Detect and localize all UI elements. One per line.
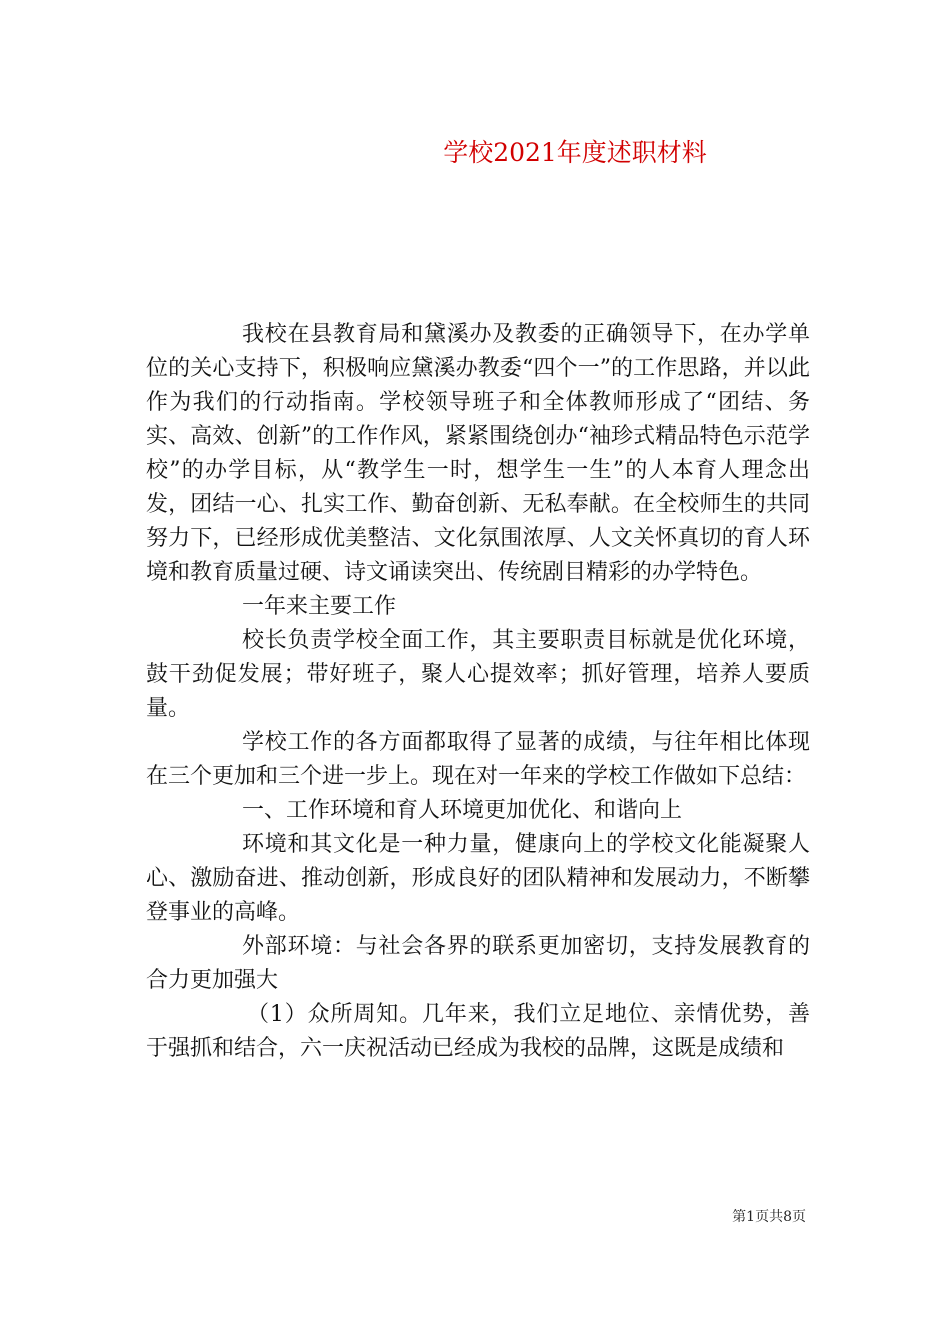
paragraph-principal-duties: 校长负责学校全面工作，其主要职责目标就是优化环境，鼓干劲促发展；带好班子，聚人心提效率；抓好管理，培养人要质量。 (146, 628, 810, 721)
section-heading-environment: 一、工作环境和育人环境更加优化、和谐向上 (242, 798, 683, 823)
paragraph-intro: 我校在县教育局和黛溪办及教委的正确领导下，在办学单位的关心支持下，积极响应黛溪办教委“四个一”的工作思路，并以此作为我们的行动指南。学校领导班子和全体教师形成了“团结、务实、高效、创新”的工作作风，紧紧围绕创办“袖珍式精品特色示范学校”的办学目标，从“教学生一时，想学生一生”的人本育人理念出发，团结一心、扎实工作、勤奋创新、无私奉献。在全校师生的共同努力下，已经形成优美整洁、文化氛围浓厚、人文关怀真切的育人环境和教育质量过硬、诗文诵读突出、传统剧目精彩的办学特色。 (146, 322, 810, 585)
paragraph-external-environment: 外部环境：与社会各界的联系更加密切，支持发展教育的合力更加强大 (146, 934, 810, 993)
page-number: 第1页共8页 (732, 1209, 806, 1225)
paragraph-summary: 学校工作的各方面都取得了显著的成绩，与往年相比体现在三个更加和三个进一步上。现在对一年来的学校工作做如下总结： (146, 730, 810, 789)
paragraph-culture: 环境和其文化是一种力量，健康向上的学校文化能凝聚人心、激励奋进、推动创新，形成良好的团队精神和发展动力，不断攀登事业的高峰。 (146, 832, 810, 925)
document-body (146, 318, 810, 1066)
paragraph-item-1: （1）众所周知。几年来，我们立足地位、亲情优势，善于强抓和结合，六一庆祝活动已经成为我校的品牌，这既是成绩和 (146, 1002, 810, 1061)
document-title: 学校2021年度述职材料 (443, 138, 707, 167)
section-heading-main-work: 一年来主要工作 (242, 594, 397, 619)
